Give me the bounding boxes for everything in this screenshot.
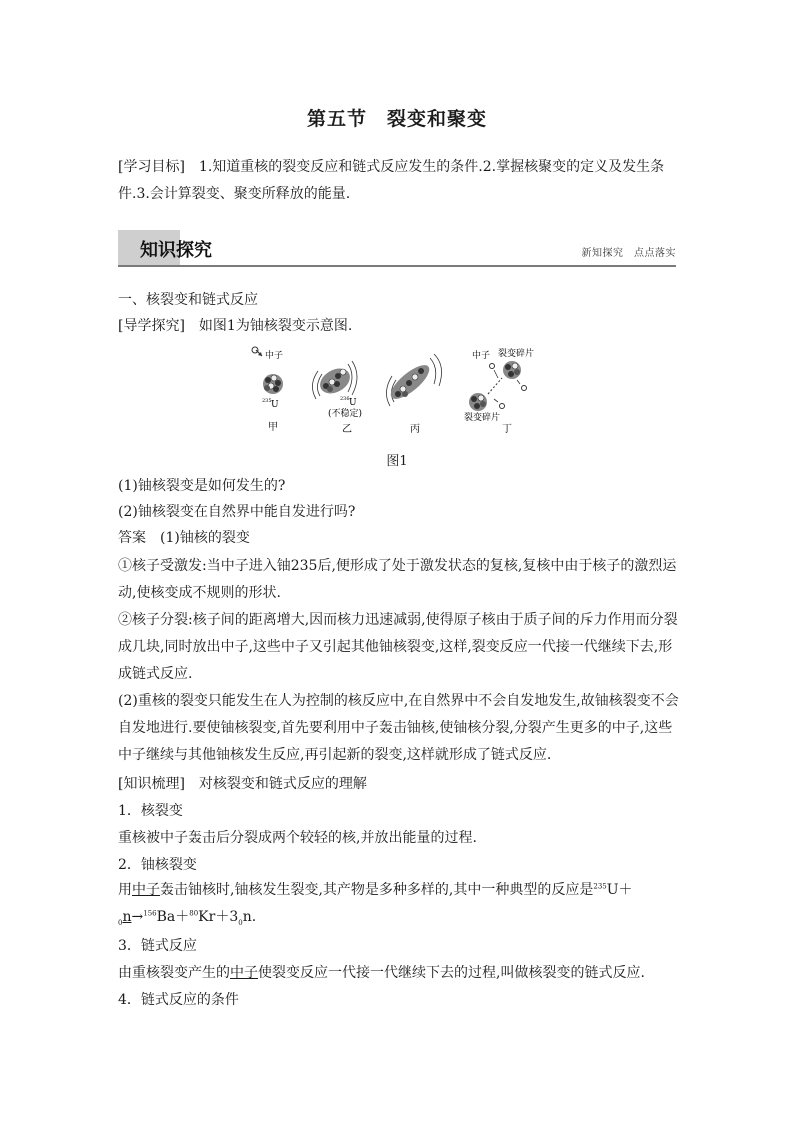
label-u236-mass: 236 [340, 396, 350, 402]
label-fragment-bottom: 裂变碎片 [464, 413, 501, 423]
guide-inquiry: [导学探究] 如图1为铀核裂变示意图. [118, 318, 353, 334]
k3-text [118, 963, 684, 983]
learning-objectives [118, 154, 684, 208]
k1-title: 1．核裂变 [118, 803, 183, 819]
k4-title: 4．链式反应的条件 [118, 992, 239, 1008]
label-unstable: (不稳定) [328, 409, 363, 419]
question-1: (1)铀核裂变是如何发生的? [118, 478, 286, 494]
k3-post: 使裂变反应一代接一代继续下去的过程,叫做核裂变的链式反应. [258, 965, 645, 981]
eq-u-mass: 235 [593, 882, 607, 891]
section-band [118, 230, 676, 267]
section-band-subtitle: 新知探究 点点落实 [581, 248, 676, 259]
stage-bing-nucleus [386, 354, 442, 406]
k3-neutron-underlined: 中子 [230, 965, 258, 981]
answer-step-2: ②核子分裂:核子间的距离增大,因而核力迅速减弱,使得原子核由于质子间的斥力作用而分裂成几块,同时放出中子,这些中子又引起其他铀核裂变,这样,裂变反应一代接一代继续下去,形成链式反应. [118, 612, 678, 682]
figure-caption: 图1 [386, 454, 408, 469]
question-2: (2)铀核裂变在自然界中能自发进行吗? [118, 504, 356, 520]
eq-plus-3: ＋3 [215, 909, 239, 925]
k2-title: 2．铀核裂变 [118, 857, 197, 873]
fission-figure [240, 344, 560, 444]
stage-label-bing: 丙 [410, 424, 420, 435]
eq-ba: Ba [156, 909, 176, 925]
answer-heading: 答案 (1)铀核的裂变 [118, 530, 250, 546]
eq-ba-mass: 156 [143, 909, 157, 918]
label-neutron-in: 中子 [265, 351, 284, 361]
answer-part-2: (2)重核的裂变只能发生在人为控制的核反应中,在自然界中不会自发地发生,故铀核裂变不会自发地进行.要使铀核裂变,首先要利用中子轰击铀核,使铀核分裂,分裂产生更多的中子,这些中子继续与其他铀核发生反应,再引起新的裂变,这样就形成了链式反应. [118, 693, 679, 763]
k2-mid: 轰击铀核时,铀核发生裂变,其产物是多种多样的,其中一种典型的反应是 [160, 882, 594, 898]
eq-u: U [606, 882, 619, 898]
eq-plus-2: ＋ [175, 909, 190, 925]
stage-yi-nucleus [312, 361, 357, 399]
eq-n2: n. [242, 909, 257, 925]
label-u235-mass: 235 [262, 398, 272, 404]
stage-ding-fragments [469, 361, 527, 411]
k3-pre: 由重核裂变产生的 [118, 965, 230, 981]
k2-pre: 用 [118, 882, 132, 898]
label-fragment-top: 裂变碎片 [498, 349, 535, 359]
k2-text [118, 877, 684, 931]
eq-arrow: → [131, 909, 144, 925]
section-band-title: 知识探究 [140, 240, 212, 261]
eq-kr: Kr [198, 909, 216, 925]
eq-kr-mass: 80 [189, 909, 199, 918]
eq-n: n [122, 909, 132, 925]
k3-title: 3．链式反应 [118, 938, 197, 954]
page-title: 第五节 裂变和聚变 [306, 108, 487, 130]
eq-plus-1: ＋ [618, 882, 633, 898]
k2-neutron-underlined: 中子 [132, 882, 160, 898]
objectives-text: 1.知道重核的裂变反应和链式反应发生的条件.2.掌握核聚变的定义及发生条件.3.会计算裂变、聚变所释放的能量. [118, 159, 665, 202]
stage-label-ding: 丁 [502, 424, 512, 435]
k1-text: 重核被中子轰击后分裂成两个较轻的核,并放出能量的过程. [118, 830, 477, 846]
knowledge-summary: [知识梳理] 对核裂变和链式反应的理解 [118, 776, 367, 792]
label-u235: U [271, 400, 279, 410]
heading-fission: 一、核裂变和链式反应 [118, 292, 258, 308]
stage-label-yi: 乙 [342, 424, 352, 435]
label-u236: U [349, 398, 357, 408]
stage-label-jia: 甲 [268, 422, 278, 433]
answer-step-1: ①核子受激发:当中子进入铀235后,便形成了处于激发状态的复核,复核中由于核子的激烈运动,使核变成不规则的形状. [118, 558, 677, 601]
eq-n2-number: 0 [238, 918, 243, 927]
objectives-label: [学习目标] [118, 159, 185, 175]
label-neutron-out: 中子 [472, 351, 491, 361]
eq-n-number: 0 [118, 918, 123, 927]
